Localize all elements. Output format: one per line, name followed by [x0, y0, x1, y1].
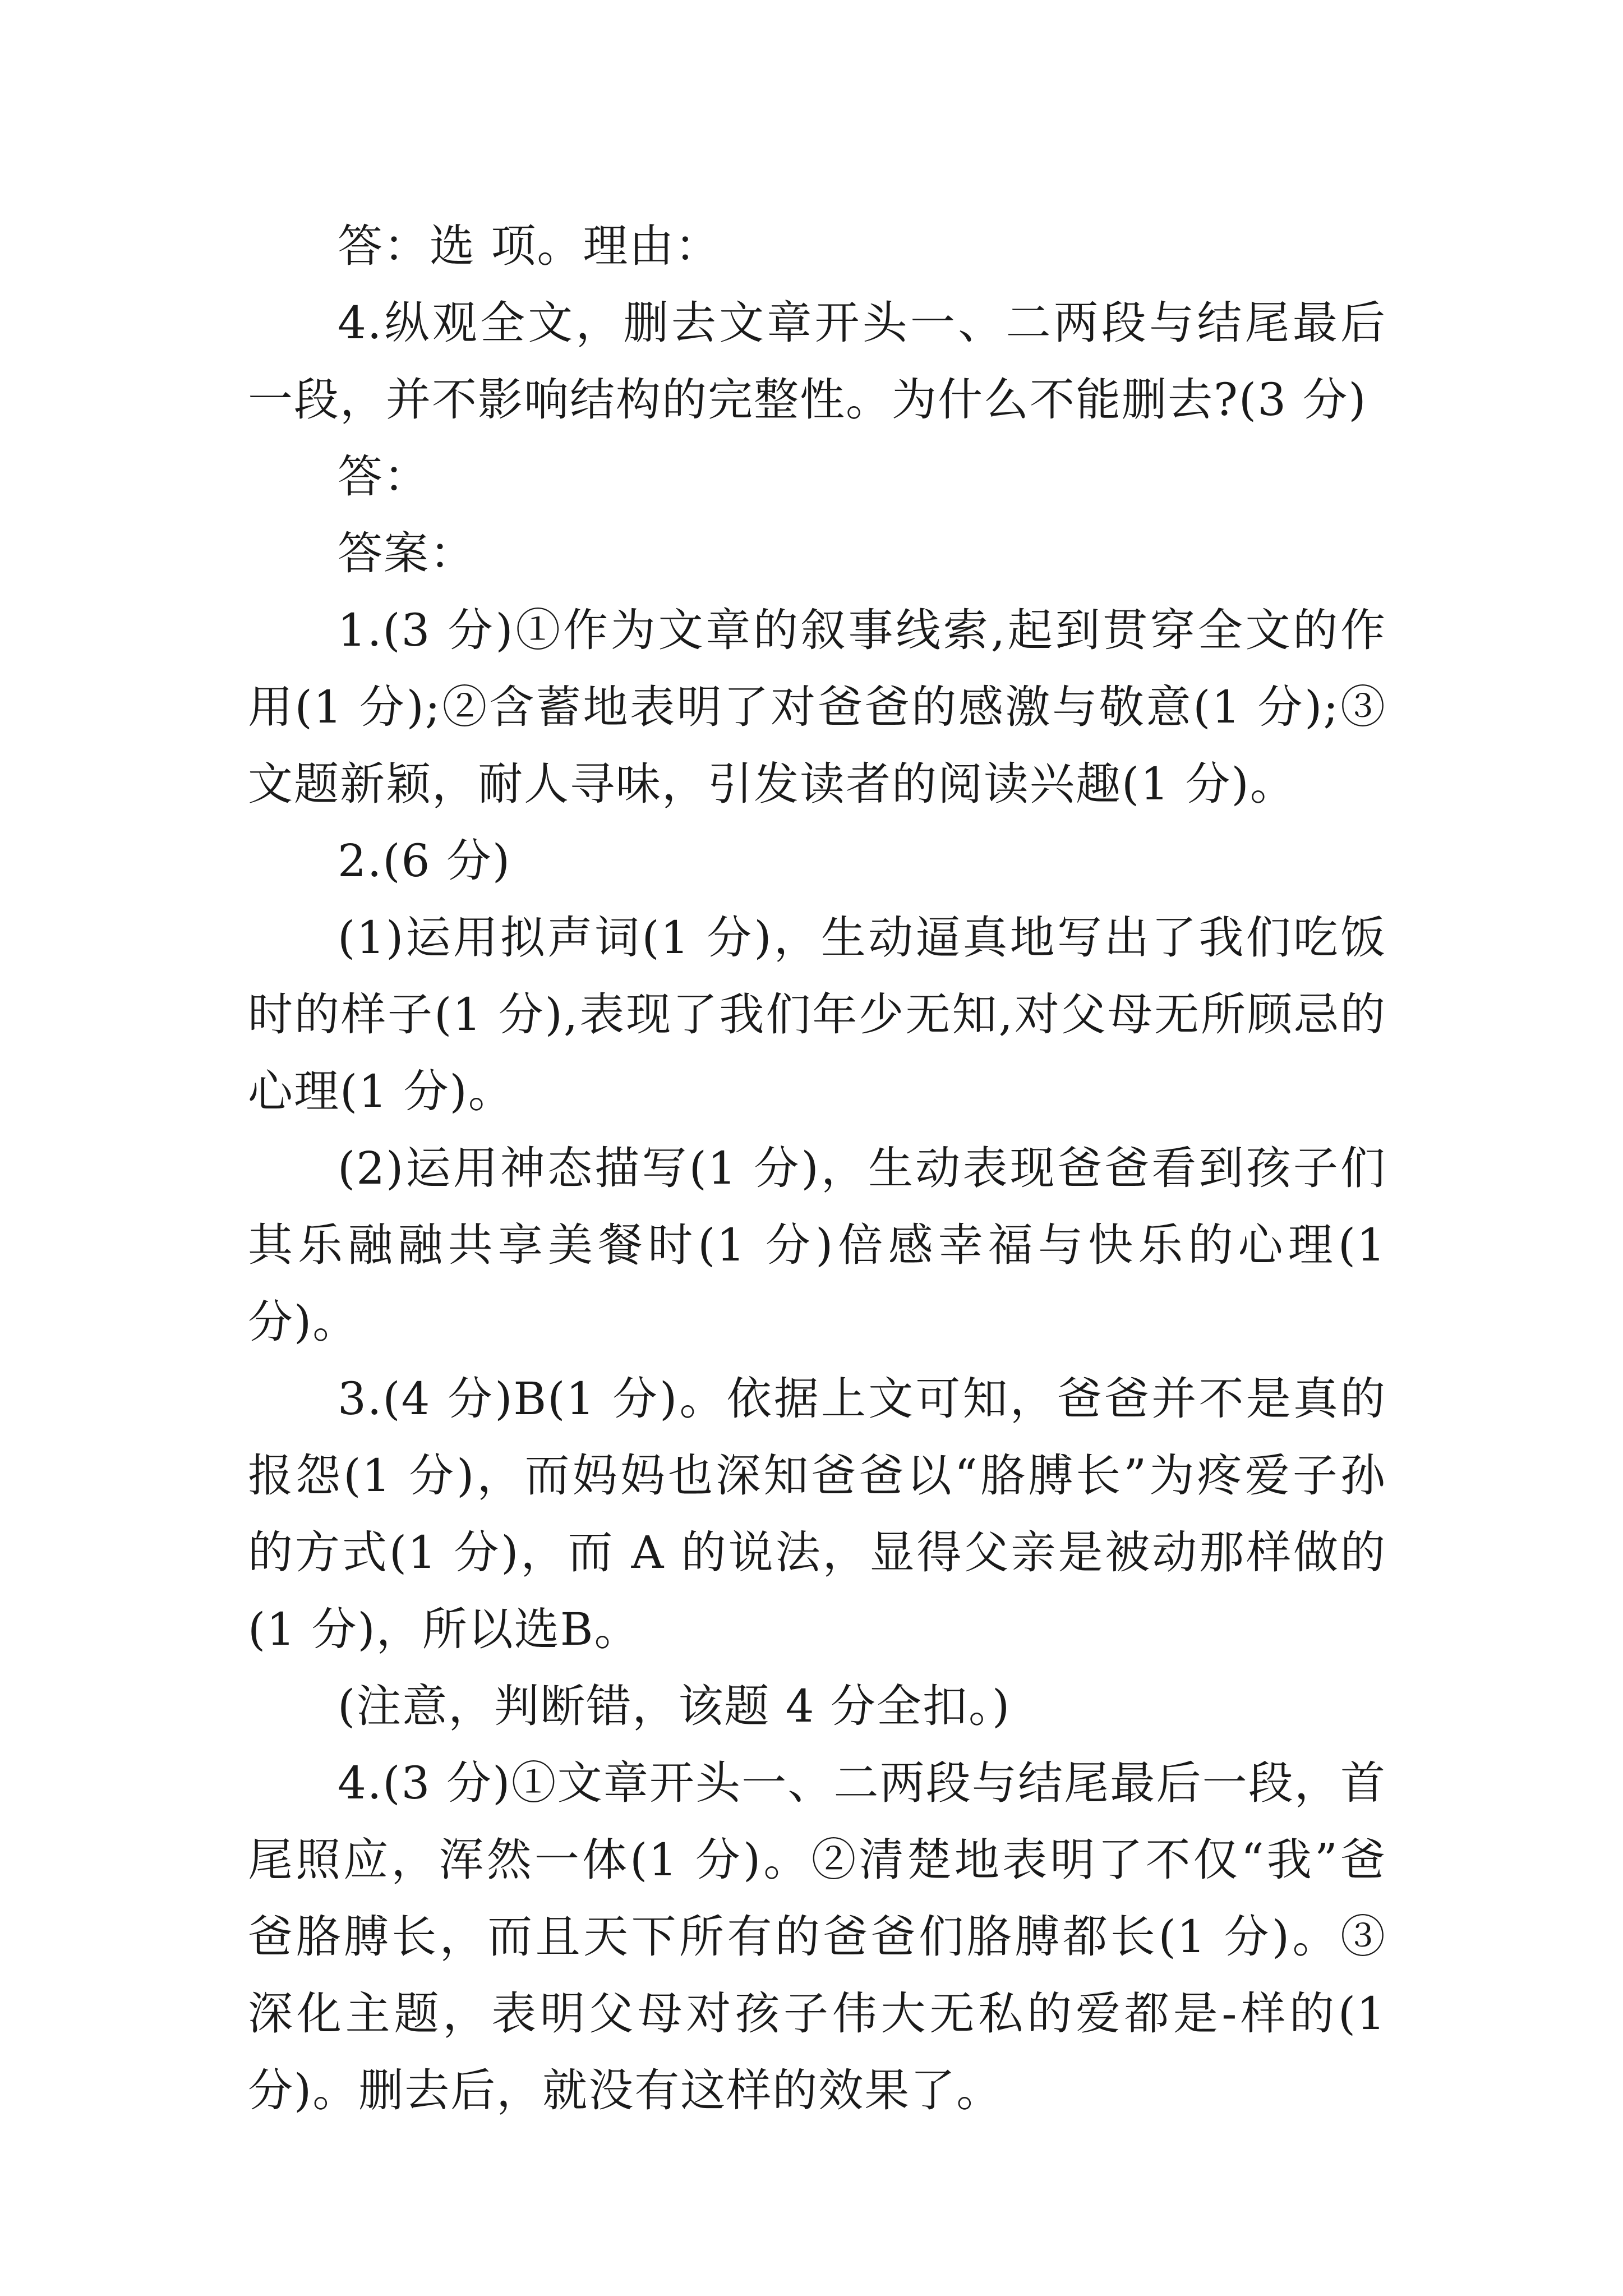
answer-4: 4.(3 分)①文章开头一、二两段与结尾最后一段，首尾照应，浑然一体(1 分)。②清楚地表明了不仅“我”爸爸胳膊长，而且天下所有的爸爸们胳膊都长(1 分)。③深化主题，表明父母对孩子伟大无私的爱都是-样的(1 分)。删去后，就没有这样的效果了。 [248, 1757, 1386, 2116]
document-body [248, 208, 1386, 2129]
answer-q3-prompt: 答：选 项。理由： [338, 220, 721, 272]
answer-2-part-1: (1)运用拟声词(1 分)，生动逼真地写出了我们吃饭时的样子(1 分),表现了我们年少无知,对父母无所顾忌的心理(1 分)。 [248, 912, 1386, 1117]
answer-3-note: (注意，判断错，该题 4 分全扣。) [338, 1680, 1011, 1732]
answer-2-heading: 2.(6 分) [338, 835, 511, 887]
answer-q4-prompt: 答： [338, 450, 430, 503]
answer-1: 1.(3 分)①作为文章的叙事线索,起到贯穿全文的作用(1 分);②含蓄地表明了对爸爸的感激与敬意(1 分);③文题新颖，耐人寻味，引发读者的阅读兴趣(1 分)。 [248, 604, 1386, 810]
question-4: 4.纵观全文，删去文章开头一、二两段与结尾最后一段，并不影响结构的完整性。为什么不能删去?(3 分) [248, 297, 1386, 426]
answer-key-heading: 答案： [338, 527, 476, 579]
answer-2-part-2: (2)运用神态描写(1 分)，生动表现爸爸看到孩子们其乐融融共享美餐时(1 分)倍感幸福与快乐的心理(1 分)。 [248, 1142, 1386, 1348]
answer-3: 3.(4 分)B(1 分)。依据上文可知，爸爸并不是真的报怨(1 分)，而妈妈也深知爸爸以“胳膊长”为疼爱子孙的方式(1 分)，而 A 的说法，显得父亲是被动那样做的(1 分)，所以选B。 [248, 1373, 1386, 1655]
